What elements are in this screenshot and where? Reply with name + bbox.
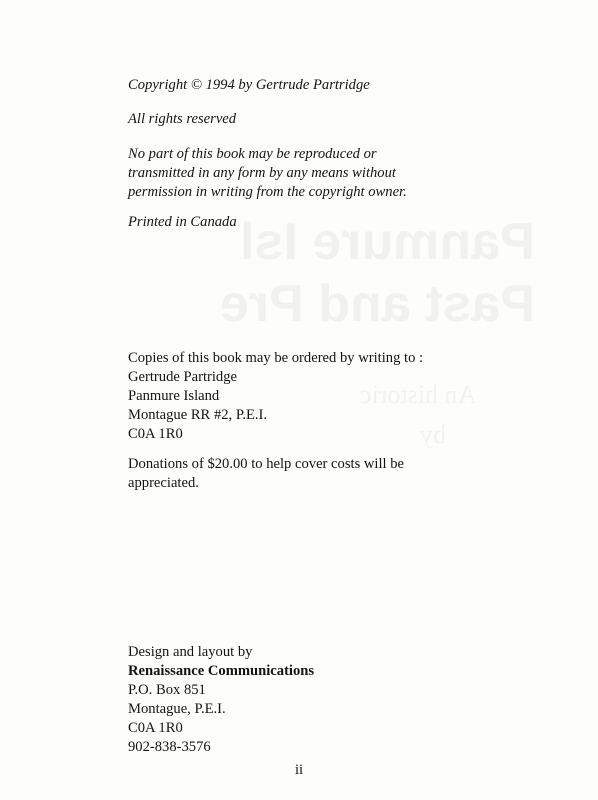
page-number: ii xyxy=(294,762,304,778)
donation-note xyxy=(128,455,404,493)
design-address-line: Montague, P.E.I. xyxy=(128,701,226,717)
show-through-text xyxy=(220,274,535,334)
rights-reserved: All rights reserved xyxy=(128,111,237,127)
design-address-line: P.O. Box 851 xyxy=(128,682,206,698)
copyright-line: Copyright © 1994 by Gertrude Partridge xyxy=(128,77,370,93)
address-line: Montague RR #2, P.E.I. xyxy=(128,407,268,423)
phone-number: 902-838-3576 xyxy=(128,739,211,755)
design-credit xyxy=(128,643,314,757)
donation-line: Donations of $20.00 to help cover costs will be xyxy=(128,456,405,472)
printed-in: Printed in Canada xyxy=(128,214,237,230)
reproduction-notice xyxy=(128,145,407,202)
ordering-intro: Copies of this book may be ordered by writing to : xyxy=(128,350,424,366)
notice-line: permission in writing from the copyright owner. xyxy=(128,184,407,200)
notice-line: No part of this book may be reproduced or xyxy=(128,146,377,162)
show-through-text xyxy=(420,420,446,450)
design-address-line: C0A 1R0 xyxy=(128,720,183,736)
notice-line: transmitted in any form by any means without xyxy=(128,165,396,181)
address-line: Panmure Island xyxy=(128,388,220,404)
address-line: Gertrude Partridge xyxy=(128,369,238,385)
company-name: Renaissance Communications xyxy=(128,663,315,679)
ordering-info xyxy=(128,349,423,444)
show-through-text xyxy=(240,212,535,272)
design-label: Design and layout by xyxy=(128,644,253,660)
address-line: C0A 1R0 xyxy=(128,426,183,442)
donation-line: appreciated. xyxy=(128,475,199,491)
